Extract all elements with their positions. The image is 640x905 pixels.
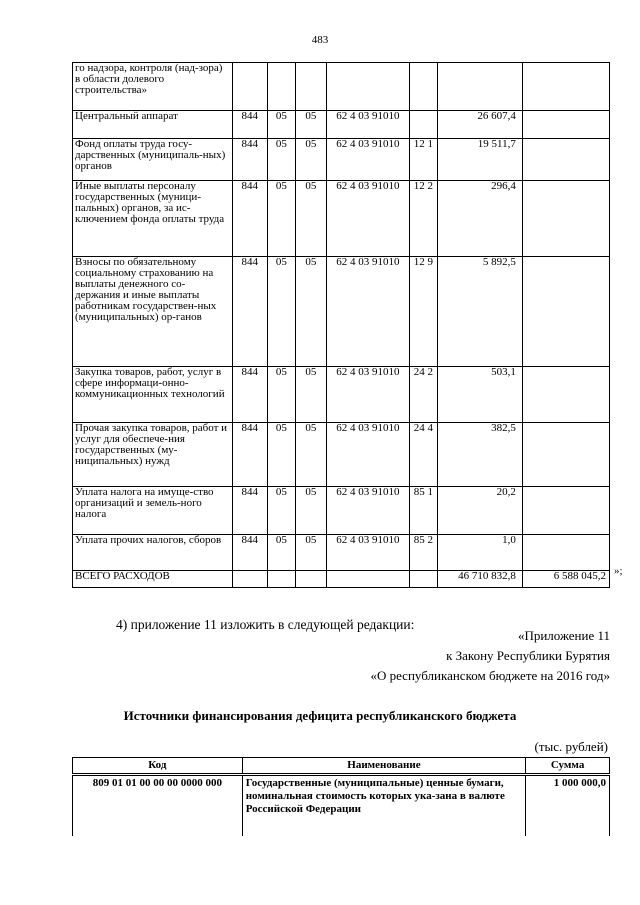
- header-code: Код: [73, 758, 243, 775]
- amount: 296,4: [437, 181, 522, 257]
- subsection-code: 05: [295, 535, 326, 571]
- page-number: 483: [311, 34, 329, 46]
- header-name: Наименование: [242, 758, 526, 775]
- appendix-law-name: «О республиканском бюджете на 2016 год»: [370, 668, 610, 683]
- expense-type-code: 24 4: [409, 423, 437, 487]
- table-row: [73, 775, 610, 837]
- amount: 46 710 832,8: [437, 571, 522, 588]
- subsection-code: [295, 571, 326, 588]
- section-code: [267, 63, 295, 111]
- amount-secondary: [522, 139, 609, 181]
- target-article-code: 62 4 03 91010: [326, 487, 409, 535]
- expense-type-code: 85 2: [409, 535, 437, 571]
- amount: 503,1: [437, 367, 522, 423]
- row-name: Уплата налога на имуще-ство организаций и земель-ного налога: [73, 487, 233, 535]
- subsection-code: 05: [295, 181, 326, 257]
- source-name: Государственные (муниципальные) ценные бумаги, номинальная стоимость которых ука-зана в валюте Российской Федерации: [242, 775, 526, 837]
- subsection-code: 05: [295, 423, 326, 487]
- ministry-code: 844: [232, 111, 267, 139]
- appendix-title: «Приложение 11: [517, 628, 610, 643]
- target-article-code: [326, 571, 409, 588]
- amount: 1,0: [437, 535, 522, 571]
- subsection-code: 05: [295, 487, 326, 535]
- section-code: 05: [267, 367, 295, 423]
- amount-secondary: 6 588 045,2: [522, 571, 609, 588]
- table-row: [73, 63, 610, 111]
- target-article-code: 62 4 03 91010: [326, 111, 409, 139]
- expenditure-table: [72, 62, 610, 588]
- amount: 5 892,5: [437, 257, 522, 367]
- amount-secondary: [522, 111, 609, 139]
- section-code: 05: [267, 423, 295, 487]
- expense-type-code: 12 1: [409, 139, 437, 181]
- units-label: (тыс. рублей): [534, 739, 608, 754]
- expense-type-code: 24 2: [409, 367, 437, 423]
- ministry-code: 844: [232, 181, 267, 257]
- section-code: 05: [267, 535, 295, 571]
- row-name: Закупка товаров, работ, услуг в сфере информаци-онно-коммуникационных технологий: [73, 367, 233, 423]
- expense-type-code: 12 9: [409, 257, 437, 367]
- row-name: Уплата прочих налогов, сборов: [73, 535, 233, 571]
- section-code: 05: [267, 181, 295, 257]
- ministry-code: 844: [232, 487, 267, 535]
- ministry-code: 844: [232, 367, 267, 423]
- row-name: Фонд оплаты труда госу-дарственных (муниципаль-ных) органов: [73, 139, 233, 181]
- ministry-code: 844: [232, 423, 267, 487]
- subsection-code: 05: [295, 257, 326, 367]
- expense-type-code: [409, 111, 437, 139]
- section-code: 05: [267, 487, 295, 535]
- section-code: 05: [267, 139, 295, 181]
- total-closing-quote: »;: [614, 565, 623, 577]
- ministry-code: 844: [232, 257, 267, 367]
- subsection-code: 05: [295, 139, 326, 181]
- amount-secondary: [522, 181, 609, 257]
- target-article-code: 62 4 03 91010: [326, 535, 409, 571]
- table-row: [73, 181, 610, 257]
- amount-secondary: [522, 63, 609, 111]
- row-name: Взносы по обязательному социальному страхованию на выплаты денежного со-держания и иные выплаты работникам государствен-ных (муниципальных) ор-ганов: [73, 257, 233, 367]
- expense-type-code: 85 1: [409, 487, 437, 535]
- amendment-instruction: 4) приложение 11 изложить в следующей редакции:: [116, 617, 415, 632]
- subsection-code: 05: [295, 367, 326, 423]
- source-code: 809 01 01 00 00 00 0000 000: [73, 775, 243, 837]
- target-article-code: [326, 63, 409, 111]
- amount: 20,2: [437, 487, 522, 535]
- expense-type-code: [409, 63, 437, 111]
- target-article-code: 62 4 03 91010: [326, 367, 409, 423]
- table-row: [73, 423, 610, 487]
- amount-secondary: [522, 535, 609, 571]
- expense-type-code: 12 2: [409, 181, 437, 257]
- row-name: го надзора, контроля (над-зора) в области долевого строительства»: [73, 63, 233, 111]
- amount-secondary: [522, 423, 609, 487]
- section-code: 05: [267, 257, 295, 367]
- section-title: Источники финансирования дефицита республиканского бюджета: [123, 708, 517, 723]
- appendix-law: к Закону Республики Бурятия: [446, 648, 610, 663]
- section-code: [267, 571, 295, 588]
- amount-secondary: [522, 257, 609, 367]
- subsection-code: 05: [295, 111, 326, 139]
- target-article-code: 62 4 03 91010: [326, 423, 409, 487]
- row-name: Прочая закупка товаров, работ и услуг для обеспече-ния государственных (му-ниципальных) нужд: [73, 423, 233, 487]
- amount-secondary: [522, 487, 609, 535]
- row-name: ВСЕГО РАСХОДОВ: [73, 571, 233, 588]
- header-sum: Сумма: [526, 758, 610, 775]
- amount: 26 607,4: [437, 111, 522, 139]
- subsection-code: [295, 63, 326, 111]
- table-row: [73, 257, 610, 367]
- table-row: [73, 487, 610, 535]
- expense-type-code: [409, 571, 437, 588]
- row-name: Центральный аппарат: [73, 111, 233, 139]
- amount-secondary: [522, 367, 609, 423]
- table-header-row: [73, 758, 610, 775]
- target-article-code: 62 4 03 91010: [326, 257, 409, 367]
- section-code: 05: [267, 111, 295, 139]
- table-row: [73, 535, 610, 571]
- amount: 382,5: [437, 423, 522, 487]
- table-row: [73, 139, 610, 181]
- target-article-code: 62 4 03 91010: [326, 181, 409, 257]
- appendix-header: [370, 626, 610, 686]
- target-article-code: 62 4 03 91010: [326, 139, 409, 181]
- table-row: [73, 367, 610, 423]
- row-name: Иные выплаты персоналу государственных (муници-пальных) органов, за ис-ключением фонда оплаты труда: [73, 181, 233, 257]
- ministry-code: [232, 571, 267, 588]
- table-row: [73, 571, 610, 588]
- ministry-code: 844: [232, 139, 267, 181]
- amount: 19 511,7: [437, 139, 522, 181]
- ministry-code: 844: [232, 535, 267, 571]
- source-sum: 1 000 000,0: [526, 775, 610, 837]
- table-row: [73, 111, 610, 139]
- ministry-code: [232, 63, 267, 111]
- amount: [437, 63, 522, 111]
- financing-sources-table: [72, 757, 610, 836]
